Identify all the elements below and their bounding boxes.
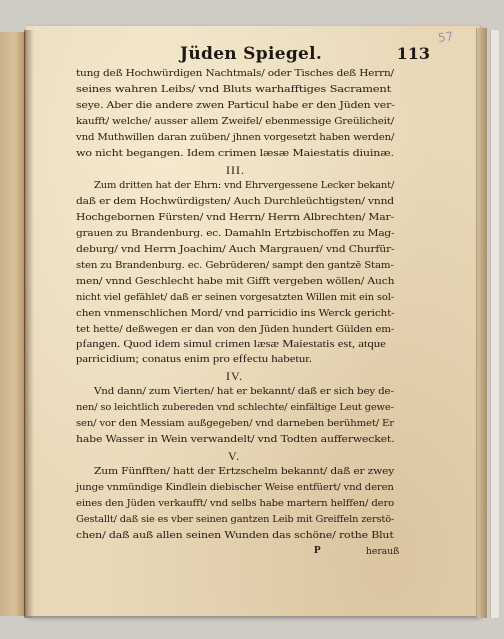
text-line: Zum dritten hat der Ehrn: vnd Ehrvergessene Lecker bekant/	[94, 180, 395, 191]
running-title: Jüden Spiegel.	[180, 44, 323, 64]
text-line: Vnd dann/ zum Vierten/ hat er bekannt/ daß er sich bey de-	[94, 386, 394, 397]
text-line: grauen zu Brandenburg. ec. Damahln Ertzbischoffen zu Mag-	[76, 228, 395, 239]
text-line: deburg/ vnd Herrn Joachim/ Auch Margrauen/ vnd Churfür-	[76, 244, 395, 255]
section-numeral: V.	[228, 449, 241, 463]
text-line: wo nicht begangen. Idem crimen læsæ Maiestatis diuinæ.	[76, 148, 394, 159]
text-line: seines wahren Leibs/ vnd Bluts warhafftiges Sacrament	[76, 84, 392, 95]
text-line: kaufft/ welche/ ausser allem Zweifel/ ebenmessige Greülicheit/	[76, 116, 395, 127]
text-line: pfangen. Quod idem simul crimen læsæ Maiestatis est, atque	[76, 339, 386, 350]
text-line: Hochgebornen Fürsten/ vnd Herrn/ Herrn Albrechten/ Mar-	[76, 212, 394, 223]
section-numeral: III.	[226, 163, 245, 177]
text-line: seye. Aber die andere zwen Particul habe er den Jüden ver-	[76, 100, 395, 111]
pencil-annotation: 57	[437, 29, 455, 45]
running-head	[50, 44, 450, 68]
facing-page-edge	[0, 32, 25, 616]
text-line: junge vnmündige Kindlein diebischer Weise entfüert/ vnd deren	[76, 482, 394, 493]
text-line: nicht viel gefählet/ daß er seinen vorgesatzten Willen mit ein sol-	[76, 292, 394, 303]
page-fore-edge	[476, 28, 487, 618]
text-line: men/ vnnd Geschlecht habe mit Gifft vergeben wöllen/ Auch	[76, 276, 395, 287]
text-line: chen vnmenschlichen Mord/ vnd parricidio ins Werck gericht-	[76, 308, 395, 319]
text-line: tung deß Hochwürdigen Nachtmals/ oder Tisches deß Herrn/	[76, 68, 394, 79]
text-line: sen/ vor den Messiam außgegeben/ vnd darneben berühmet/ Er	[76, 418, 394, 429]
text-line: vnd Muthwillen daran zuüben/ jhnen vorgesetzt haben werden/	[76, 132, 395, 143]
text-line: nen/ so leichtlich zubereden vnd schlechte/ einfältige Leut gewe-	[76, 402, 394, 413]
text-line: parricidium; conatus enim pro effectu habetur.	[76, 354, 312, 365]
text-line: chen/ daß auß allen seinen Wunden das schöne/ rothe Blut	[76, 530, 394, 541]
spine-shadow	[24, 30, 34, 618]
text-line: sten zu Brandenburg. ec. Gebrüderen/ sampt den gantzē Stam-	[76, 260, 394, 271]
book-page	[26, 26, 480, 616]
text-line: tet hette/ deßwegen er dan von den Jüden hundert Gülden em-	[76, 324, 395, 335]
text-line: daß er dem Hochwürdigsten/ Auch Durchleüchtigsten/ vnnd	[76, 196, 394, 207]
text-line: eines den Jüden verkaufft/ vnd selbs habe martern helffen/ dero	[76, 498, 395, 509]
catchword: herauß	[366, 546, 400, 557]
text-line: habe Wasser in Wein verwandelt/ vnd Todten aufferwecket.	[76, 434, 395, 445]
scale-strip	[490, 30, 499, 618]
page-number: 113	[396, 44, 430, 63]
signature-mark: P	[314, 544, 321, 556]
text-line: Zum Fünfften/ hatt der Ertzschelm bekannt/ daß er zwey	[94, 466, 395, 477]
text-line: Gestallt/ daß sie es vber seinen gantzen Leib mit Greiffeln zerstö-	[76, 514, 395, 525]
section-numeral: IV.	[226, 369, 244, 383]
